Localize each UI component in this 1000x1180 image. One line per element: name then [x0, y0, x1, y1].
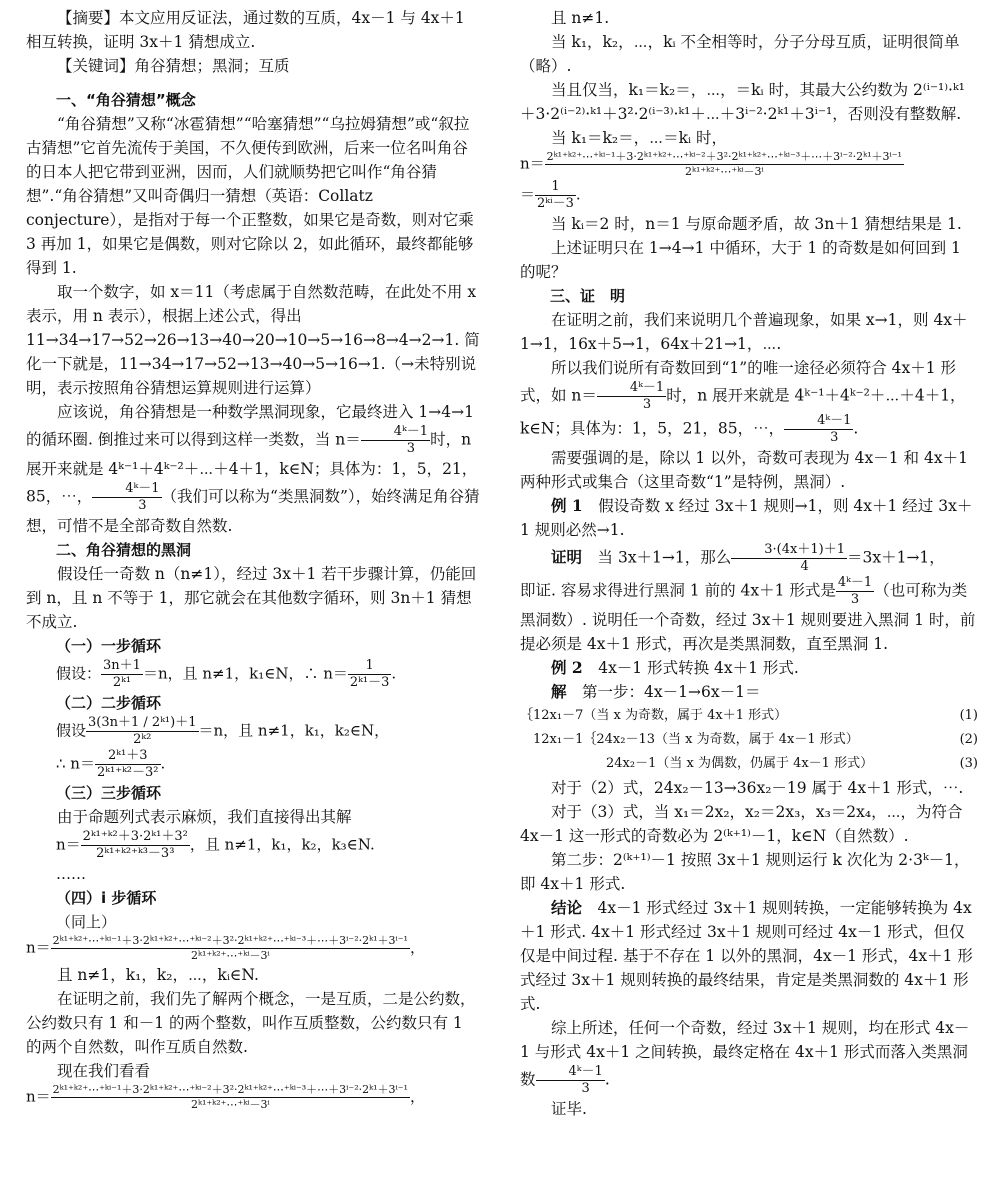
- s1-paragraph-3: [26, 400, 480, 538]
- r8: 在证明之前，我们来说明几个普遍现象，如果 x→1，则 4x＋1→1，16x＋5→1，64x＋21→1，⋯.: [520, 311, 968, 353]
- example-2: [520, 656, 978, 680]
- r9-tail: 时，n 展开来就是 4ᵏ⁻¹＋4ᵏ⁻²＋⋯＋4＋1，k∈N；具体为：1，5，21，85，⋯，: [520, 386, 966, 438]
- conclusion: [520, 896, 978, 1016]
- right-column: [520, 6, 978, 1121]
- step-3-formula: [26, 829, 480, 862]
- s1-paragraph-1: “角谷猜想”又称“冰雹猜想”“哈塞猜想”“乌拉姆猜想”或“叙拉古猜想”它首先流传于美国，不久便传到欧洲，后来一位名叫角谷的日本人把它带到亚洲，因而，人们就顺势把它叫作“角谷猜想”.“角谷猜想”又叫奇偶归一猜想（英语：Collatz conjecture），是指对于每一个正整数，如果它是奇数，则对它乘 3 再加 1，如果它是偶数，则对它除以 2，如此循环，最终都能够得到 1.: [26, 115, 474, 277]
- solution: [520, 680, 978, 704]
- proof-label: 证明: [551, 547, 583, 567]
- s1-paragraph-2: 取一个数字，如 x＝11（考虑属于自然数范畴，在此处不用 x 表示，用 n 表示），根据上述公式，得出 11→34→17→52→26→13→40→20→10→5→16→8→4→2→1. 简化一下就是，11→34→17→52→13→40→5→16→1.（→未特别说明，表示按照角谷猜想运算规则进行运算）: [26, 283, 480, 397]
- step-1-formula: 假设： $\frac{3n+1}{\text{2ᵏ¹}}$ ＝n，且 n≠1，k₁∈N，∴ n＝ $\frac{1}{\text{2ᵏ¹－3}}$ .: [56, 658, 397, 690]
- r10: 需要强调的是，除以 1 以外，奇数可表现为 4x－1 和 4x＋1 两种形式或集合（这里奇数“1”是特例，黑洞）.: [520, 449, 968, 491]
- example-1-text: 假设奇数 x 经过 3x＋1 规则→1，则 4x＋1 经过 3x＋1 规则必然→1.: [520, 497, 973, 539]
- r9-fraction-2: [784, 413, 853, 446]
- r4-fraction: [545, 150, 904, 179]
- section-2-title: 二、角谷猜想的黑洞: [56, 541, 192, 559]
- example-2-label: 例 2: [551, 658, 583, 677]
- step-2-formula: [26, 715, 480, 748]
- step-2-result-fraction: [95, 748, 161, 781]
- fraction-numerator: 1: [535, 179, 576, 196]
- case-2: 24x₂－13（当 x 为奇数，属于 4x－1 形式）: [596, 732, 859, 747]
- fraction-denominator: 2ᵏ¹⁺ᵏ²⁺ᵏ³－3³: [96, 846, 175, 861]
- r3: 当且仅当，k₁＝k₂＝，⋯，＝kᵢ 时，其最大公约数为 2⁽ⁱ⁻¹⁾·ᵏ¹＋3·2⁽ⁱ⁻²⁾·ᵏ¹＋3²·2⁽ⁱ⁻³⁾·ᵏ¹＋⋯＋3ⁱ⁻²·2ᵏ¹＋3ⁱ⁻¹，否则没有整数解.: [520, 81, 965, 123]
- case-2-prefix: 12x₁－1: [533, 732, 584, 747]
- solution-label: 解: [551, 682, 567, 701]
- ellipsis: ……: [56, 865, 86, 883]
- left-column: [26, 6, 480, 1112]
- r4: 当 k₁＝k₂＝，⋯＝kᵢ 时，: [551, 129, 728, 147]
- formula-text: ＝n，且 n≠1，k₁∈N，∴ n＝: [142, 664, 348, 683]
- fraction-denominator: 2ᵏ¹⁺ᵏ²⁺⋯⁺ᵏⁱ－3ⁱ: [190, 1098, 270, 1111]
- proof-text: 当 3x＋1→1，那么: [597, 548, 732, 567]
- fraction-numerator: 4ᵏ－1: [837, 575, 873, 590]
- equation-number: (1): [959, 708, 978, 723]
- r4-formula: n＝ 2ᵏ¹⁺ᵏ²⁺⋯⁺ᵏⁱ⁻¹＋3·2ᵏ¹⁺ᵏ²⁺⋯⁺ᵏⁱ⁻²＋3²·2ᵏ¹⁺ᵏ²⁺⋯⁺ᵏⁱ⁻³＋⋯＋3ⁱ⁻²·2ᵏ¹＋3ⁱ⁻¹ 2ᵏ¹⁺ᵏ²⁺⋯⁺ᵏⁱ－3ⁱ: [520, 150, 902, 178]
- fraction-numerator: 3(3n＋1 / 2ᵏ¹)＋1: [88, 715, 197, 730]
- summary-text: 综上所述，任何一个奇数，经过 3x＋1 规则，均在形式 4x－1 与形式 4x＋1 之间转换，最终定格在 4x＋1 形式而落入类黑洞数: [520, 1019, 970, 1089]
- step-3-paragraph: 由于命题列式表示麻烦，我们直接得出其解: [57, 808, 352, 826]
- fraction-denominator: 3: [406, 441, 416, 456]
- step-1-fraction: [101, 658, 143, 691]
- example-1-label: 例 1: [551, 496, 583, 515]
- fraction-denominator: 3: [642, 397, 652, 412]
- r9-text: 所以我们说所有奇数回到“1”的唯一途径必须符合 4x＋1 形式，如 n＝: [520, 359, 957, 405]
- step-2-result: ∴ n＝ $\frac{\text{2ᵏ¹＋3}}{\text{2ᵏ¹⁺ᵏ²－3²}}$ .: [56, 748, 166, 780]
- step-i-same: （同上）: [56, 913, 117, 931]
- conclusion-text: 4x－1 形式经过 3x＋1 规则转换，一定能够转换为 4x＋1 形式. 4x＋1 形式经过 3x＋1 规则可经过 4x－1 形式，但仅仅是中间过程. 基于不存在 1 以外的黑洞，4x－1 形式，4x＋1 形式经过 3x＋1 规则转换的最终结果，肯定是类黑洞数的 4x＋1 形式.: [520, 899, 973, 1013]
- step-3-title: （三）三步循环: [56, 784, 162, 802]
- case-3: 24x₂－1（当 x 为偶数，仍属于 4x－1 形式）: [606, 756, 874, 771]
- cases-2: (2) 12x₁－1｛24x₂－13（当 x 为奇数，属于 4x－1 形式）: [520, 728, 978, 752]
- fraction-denominator: 2ᵏ¹: [112, 675, 132, 690]
- r13: 第二步：2⁽ᵏ⁺¹⁾－1 按照 3x＋1 规则运行 k 次化为 2·3ᵏ－1，即 4x＋1 形式.: [520, 851, 970, 893]
- cases-1: (1) ｛12x₁－7（当 x 为奇数，属于 4x＋1 形式）: [520, 704, 978, 728]
- summary: 综上所述，任何一个奇数，经过 3x＋1 规则，均在形式 4x－1 与形式 4x＋1 之间转换，最终定格在 4x＋1 形式而落入类黑洞数 $\frac{\text{4ᵏ－1}}{3}$ .: [520, 1019, 970, 1096]
- section-3-title: 三、证 明: [550, 287, 626, 305]
- proof: [520, 542, 978, 575]
- fraction-denominator: 4: [800, 559, 809, 574]
- formula-text: 假设：: [56, 664, 102, 683]
- fraction-numerator: 4ᵏ－1: [92, 481, 161, 498]
- proof-2-fraction: [836, 575, 874, 608]
- formula-text: ∴ n＝: [56, 754, 95, 773]
- fraction-denominator: 3: [850, 592, 860, 607]
- fraction-numerator: 4ᵏ－1: [536, 1064, 605, 1081]
- fraction-numerator: 4ᵏ－1: [784, 413, 853, 430]
- r5-formula: ＝ $\frac{1}{\text{2ᵏⁱ－3}}$ .: [520, 179, 581, 211]
- fraction-numerator: 1: [348, 658, 392, 675]
- formula-text: ，且 n≠1，k₁，k₂，k₃∈N.: [189, 835, 375, 854]
- proof-fraction: [731, 542, 847, 575]
- formula-text: n＝: [56, 835, 81, 854]
- cases-3: [520, 752, 978, 776]
- look-text: 现在我们看看: [57, 1062, 151, 1080]
- fraction-numerator: 2ᵏ¹⁺ᵏ²⁺⋯⁺ᵏⁱ⁻¹＋3·2ᵏ¹⁺ᵏ²⁺⋯⁺ᵏⁱ⁻²＋3²·2ᵏ¹⁺ᵏ²⁺⋯⁺ᵏⁱ⁻³＋⋯＋3ⁱ⁻²·2ᵏ¹＋3ⁱ⁻¹: [52, 934, 408, 947]
- r12: 对于（3）式，当 x₁＝2x₂，x₂＝2x₃，x₃＝2x₄，⋯，为符合 4x－1 这一形式的奇数必为 2⁽ᵏ⁺¹⁾－1，k∈N（自然数）.: [520, 803, 963, 845]
- s1-p3-tail: 时，n 展开来就是 4ᵏ⁻¹＋4ᵏ⁻²＋⋯＋4＋1，k∈N；具体为：1，5，21，85，⋯，: [26, 430, 478, 506]
- step-i-formula: n＝ 2ᵏ¹⁺ᵏ²⁺⋯⁺ᵏⁱ⁻¹＋3·2ᵏ¹⁺ᵏ²⁺⋯⁺ᵏⁱ⁻²＋3²·2ᵏ¹⁺ᵏ²⁺⋯⁺ᵏⁱ⁻³＋⋯＋3ⁱ⁻²·2ᵏ¹＋3ⁱ⁻¹ 2ᵏ¹⁺ᵏ²⁺⋯⁺ᵏⁱ－3ⁱ ，: [26, 934, 425, 962]
- step-2-title: （二）二步循环: [56, 694, 162, 712]
- fraction-numerator: 2ᵏ¹＋3: [95, 748, 161, 765]
- proof-2: [520, 575, 978, 656]
- solution-text: 第一步：4x－1→6x－1＝: [582, 683, 761, 701]
- fraction-numerator: 2ᵏ¹⁺ᵏ²＋3·2ᵏ¹＋3²: [82, 829, 188, 844]
- step-i-condition: 且 n≠1，k₁，k₂，⋯，kᵢ∈N.: [57, 966, 259, 984]
- fraction-numerator: 4ᵏ－1: [361, 424, 430, 441]
- equation-number: (3): [959, 756, 978, 771]
- formula-text: 假设: [56, 721, 87, 740]
- fraction-numerator: 2ᵏ¹⁺ᵏ²⁺⋯⁺ᵏⁱ⁻¹＋3·2ᵏ¹⁺ᵏ²⁺⋯⁺ᵏⁱ⁻²＋3²·2ᵏ¹⁺ᵏ²⁺⋯⁺ᵏⁱ⁻³＋⋯＋3ⁱ⁻²·2ᵏ¹＋3ⁱ⁻¹: [546, 150, 902, 163]
- fraction-denominator: 2ᵏⁱ－3: [537, 196, 574, 211]
- r6: 当 kᵢ＝2 时，n＝1 与原命题矛盾，故 3n＋1 猜想结果是 1.: [551, 215, 962, 233]
- s1-p3-fraction: [361, 424, 430, 457]
- proof-2-text: 即证. 容易求得进行黑洞 1 前的 4x＋1 形式是: [520, 581, 836, 600]
- look-formula: n＝ 2ᵏ¹⁺ᵏ²⁺⋯⁺ᵏⁱ⁻¹＋3·2ᵏ¹⁺ᵏ²⁺⋯⁺ᵏⁱ⁻²＋3²·2ᵏ¹⁺ᵏ²⁺⋯⁺ᵏⁱ⁻³＋⋯＋3ⁱ⁻²·2ᵏ¹＋3ⁱ⁻¹ 2ᵏ¹⁺ᵏ²⁺⋯⁺ᵏⁱ－3ⁱ ，: [26, 1083, 425, 1111]
- fraction-denominator: 3: [138, 498, 147, 513]
- r9-fraction: [597, 380, 666, 413]
- step-i-title: （四）i 步循环: [56, 889, 157, 907]
- example-2-text: 4x－1 形式转换 4x＋1 形式.: [598, 659, 799, 677]
- fraction-denominator: 2ᵏ²: [133, 732, 152, 747]
- step-3-fraction: [81, 829, 190, 862]
- case-1: 12x₁－7（当 x 为奇数，属于 4x＋1 形式）: [533, 708, 788, 723]
- fraction-denominator: 2ᵏ¹⁺ᵏ²－3²: [96, 765, 159, 780]
- s1-p3-tail-2: （我们可以称为“类黑洞数”），始终满足角谷猜想，可惜不是全部奇数自然数.: [26, 487, 480, 535]
- step-1-result: [348, 658, 392, 691]
- end-text: 证毕.: [551, 1100, 587, 1118]
- step-i-fraction: [51, 934, 410, 963]
- fraction-denominator: 3: [581, 1081, 590, 1096]
- r11: 对于（2）式，24x₂－13→36x₂－19 属于 4x＋1 形式，⋯.: [551, 779, 964, 797]
- conclusion-label: 结论: [551, 898, 583, 917]
- proof-2-tail: （也可称为类黑洞数）. 说明任一个奇数，经过 3x＋1 规则要进入黑洞 1 时，前提必须是 4x＋1 形式，再次是类黑洞数，直至黑洞 1.: [520, 581, 976, 653]
- abstract: 【摘要】本文应用反证法，通过数的互质，4x－1 与 4x＋1 相互转换，证明 3x＋1 猜想成立.: [26, 9, 465, 51]
- r2: 当 k₁，k₂，⋯，kᵢ 不全相等时，分子分母互质，证明很简单（略）.: [520, 33, 960, 75]
- r9: 所以我们说所有奇数回到“1”的唯一途径必须符合 4x＋1 形式，如 n＝ $\frac{\text{4ᵏ－1}}{3}$ 时，n 展开来就是 4ᵏ⁻¹＋4ᵏ⁻²＋⋯＋4＋1，k∈N；具体为：1，5，21，85，⋯， $\frac{\text{4ᵏ－1}}{3}$ .: [520, 359, 966, 445]
- s1-p3-fraction-2: [92, 481, 161, 514]
- fraction-numerator: 3n＋1: [103, 658, 141, 673]
- summary-fraction: [536, 1064, 605, 1097]
- fraction-denominator: 2ᵏ¹⁺ᵏ²⁺⋯⁺ᵏⁱ－3ⁱ: [684, 165, 764, 178]
- pre-concepts: 在证明之前，我们先了解两个概念，一是互质，二是公约数，公约数只有 1 和－1 的两个整数，叫作互质整数，公约数只有 1 的两个自然数，叫作互质自然数.: [26, 990, 476, 1056]
- fraction-denominator: 2ᵏ¹⁺ᵏ²⁺⋯⁺ᵏⁱ－3ⁱ: [190, 949, 270, 962]
- r5-fraction: [535, 179, 576, 212]
- s1-p3-text: 应该说，角谷猜想是一种数学黑洞现象，它最终进入 1→4→1 的循环圈. 倒推过来可以得到这样一类数，当 n＝: [26, 403, 474, 449]
- look-fraction: [51, 1083, 410, 1112]
- fraction-numerator: 2ᵏ¹⁺ᵏ²⁺⋯⁺ᵏⁱ⁻¹＋3·2ᵏ¹⁺ᵏ²⁺⋯⁺ᵏⁱ⁻²＋3²·2ᵏ¹⁺ᵏ²⁺⋯⁺ᵏⁱ⁻³＋⋯＋3ⁱ⁻²·2ᵏ¹＋3ⁱ⁻¹: [52, 1083, 408, 1096]
- fraction-denominator: 2ᵏ¹－3: [349, 675, 390, 690]
- r7: 上述证明只在 1→4→1 中循环，大于 1 的奇数是如何回到 1 的呢？: [520, 239, 961, 281]
- example-1: [520, 494, 978, 542]
- keywords: 【关键词】角谷猜想；黑洞；互质: [57, 57, 290, 75]
- fraction-numerator: 3·(4x＋1)＋1: [731, 542, 847, 559]
- fraction-denominator: 3: [830, 430, 839, 445]
- formula-text: ＝n，且 n≠1，k₁，k₂∈N，: [198, 721, 390, 740]
- proof-text: ＝3x＋1→1，: [846, 548, 945, 567]
- s2-paragraph-1: 假设任一奇数 n（n≠1），经过 3x＋1 若干步骤计算，仍能回到 n，且 n 不等于 1，那它就会在其他数字循环，则 3n＋1 猜想不成立.: [26, 565, 477, 631]
- r1: 且 n≠1.: [551, 9, 610, 27]
- equation-number: (2): [959, 732, 978, 747]
- fraction-numerator: 4ᵏ－1: [597, 380, 666, 397]
- step-2-fraction: [86, 715, 198, 748]
- section-1-title: 一、“角谷猜想”概念: [56, 91, 196, 109]
- step-1-title: （一）一步循环: [56, 637, 162, 655]
